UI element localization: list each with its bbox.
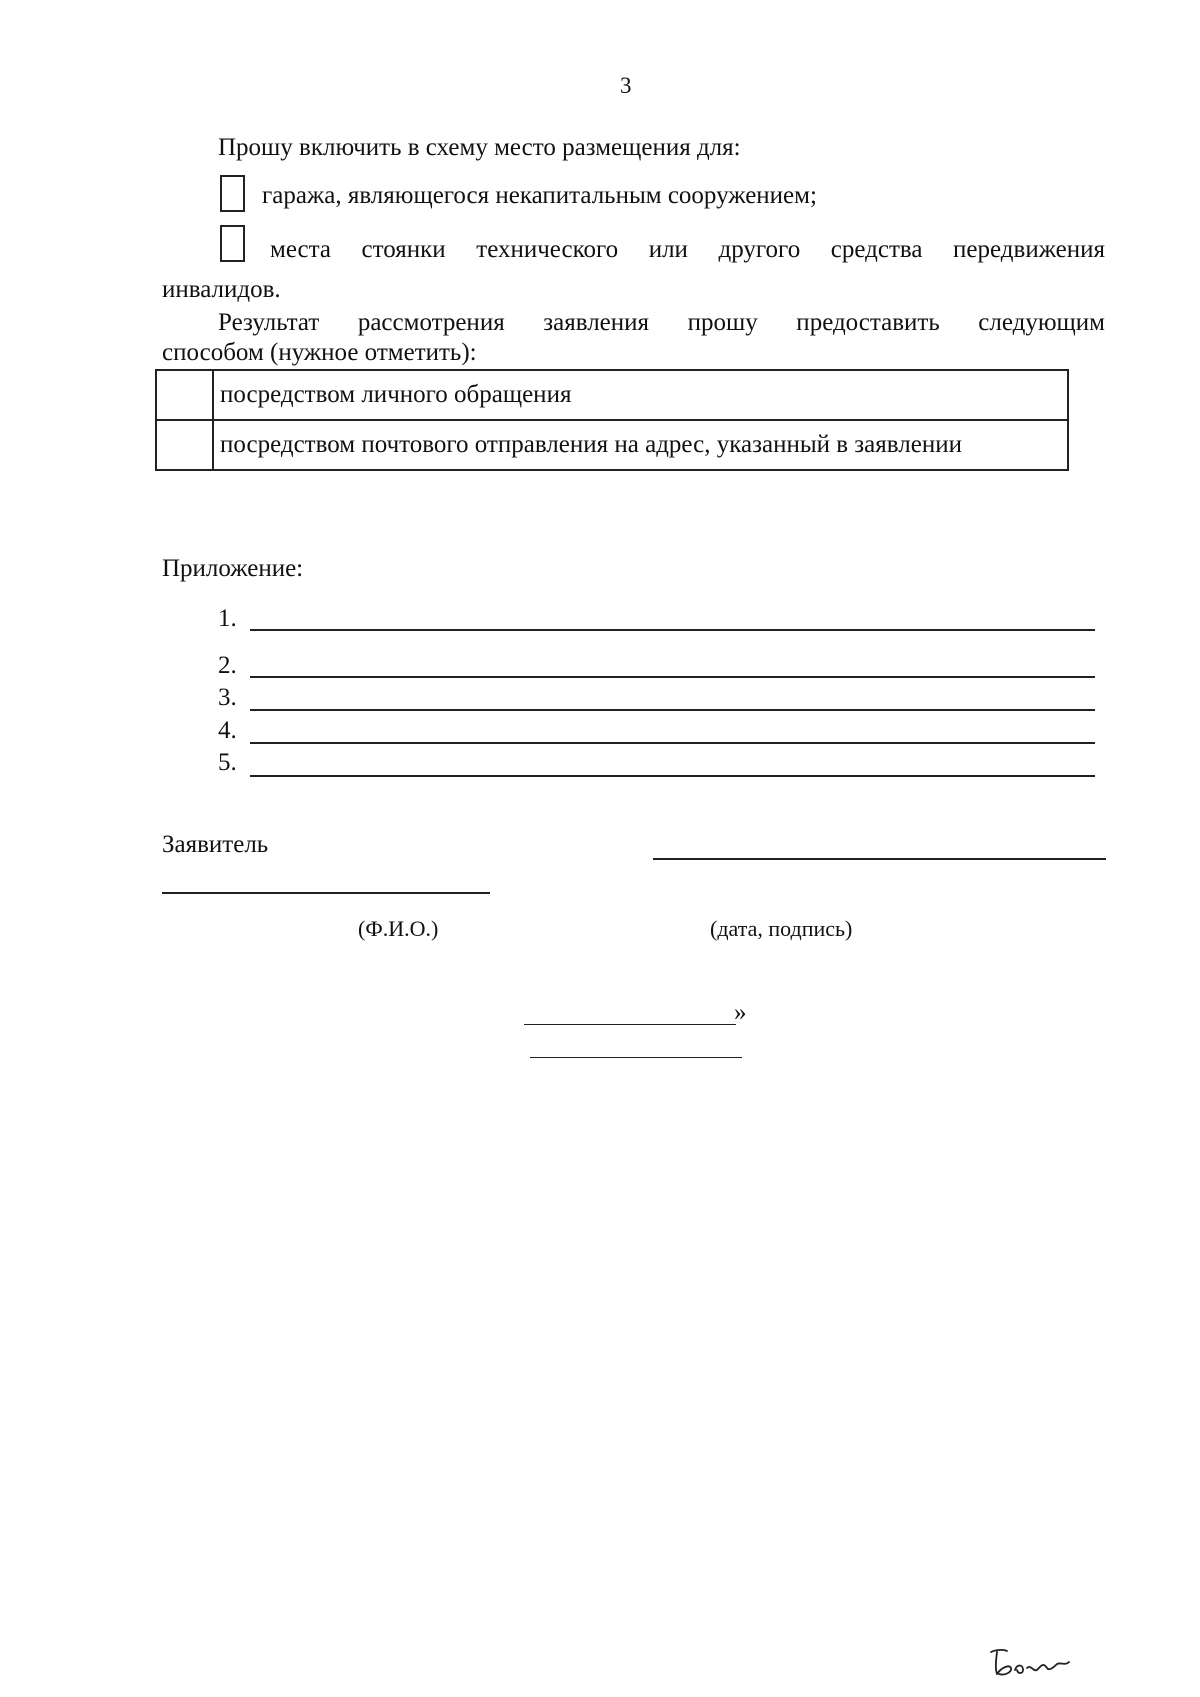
checkbox-postal[interactable] <box>156 420 213 470</box>
option-postal-label: посредством почтового отправления на адрес, указанный в заявлении <box>213 420 1068 470</box>
attachment-line-5[interactable] <box>250 775 1095 777</box>
option-garage-label: гаража, являющегося некапитальным сооружением; <box>262 182 817 209</box>
option-parking-label-line2: инвалидов. <box>162 276 281 303</box>
page-number: 3 <box>620 73 632 98</box>
attachment-number: 4. <box>218 717 237 744</box>
checkbox-garage[interactable] <box>220 175 245 212</box>
attachment-number: 3. <box>218 684 237 711</box>
fio-line[interactable] <box>162 892 490 894</box>
attachments-title: Приложение: <box>162 555 304 582</box>
attachment-number: 1. <box>218 605 237 632</box>
handwritten-initials-icon <box>985 1638 1075 1688</box>
table-row <box>156 370 1068 420</box>
closing-line-1 <box>524 1024 736 1025</box>
delivery-method-table <box>155 369 1069 471</box>
date-signature-line[interactable] <box>653 858 1106 860</box>
attachment-number: 5. <box>218 749 237 776</box>
attachment-line-2[interactable] <box>250 676 1095 678</box>
table-row <box>156 420 1068 470</box>
placement-intro: Прошу включить в схему место размещения для: <box>218 134 741 161</box>
checkbox-personal-visit[interactable] <box>156 370 213 420</box>
attachment-line-4[interactable] <box>250 742 1095 744</box>
closing-quote: » <box>734 999 747 1026</box>
closing-line-2 <box>530 1057 742 1058</box>
attachment-line-1[interactable] <box>250 629 1095 631</box>
attachment-line-3[interactable] <box>250 709 1095 711</box>
option-personal-visit-label: посредством личного обращения <box>213 370 1068 420</box>
applicant-label: Заявитель <box>162 831 269 858</box>
result-intro-line1: Результат рассмотрения заявления прошу предоставить следующим <box>218 309 1105 336</box>
option-parking-label-line1: места стоянки технического или другого средства передвижения <box>270 236 1105 263</box>
attachment-number: 2. <box>218 652 237 679</box>
fio-caption: (Ф.И.О.) <box>358 916 439 941</box>
date-signature-caption: (дата, подпись) <box>710 916 853 941</box>
result-intro-line2: способом (нужное отметить): <box>162 339 477 366</box>
checkbox-disabled-parking[interactable] <box>220 225 245 262</box>
